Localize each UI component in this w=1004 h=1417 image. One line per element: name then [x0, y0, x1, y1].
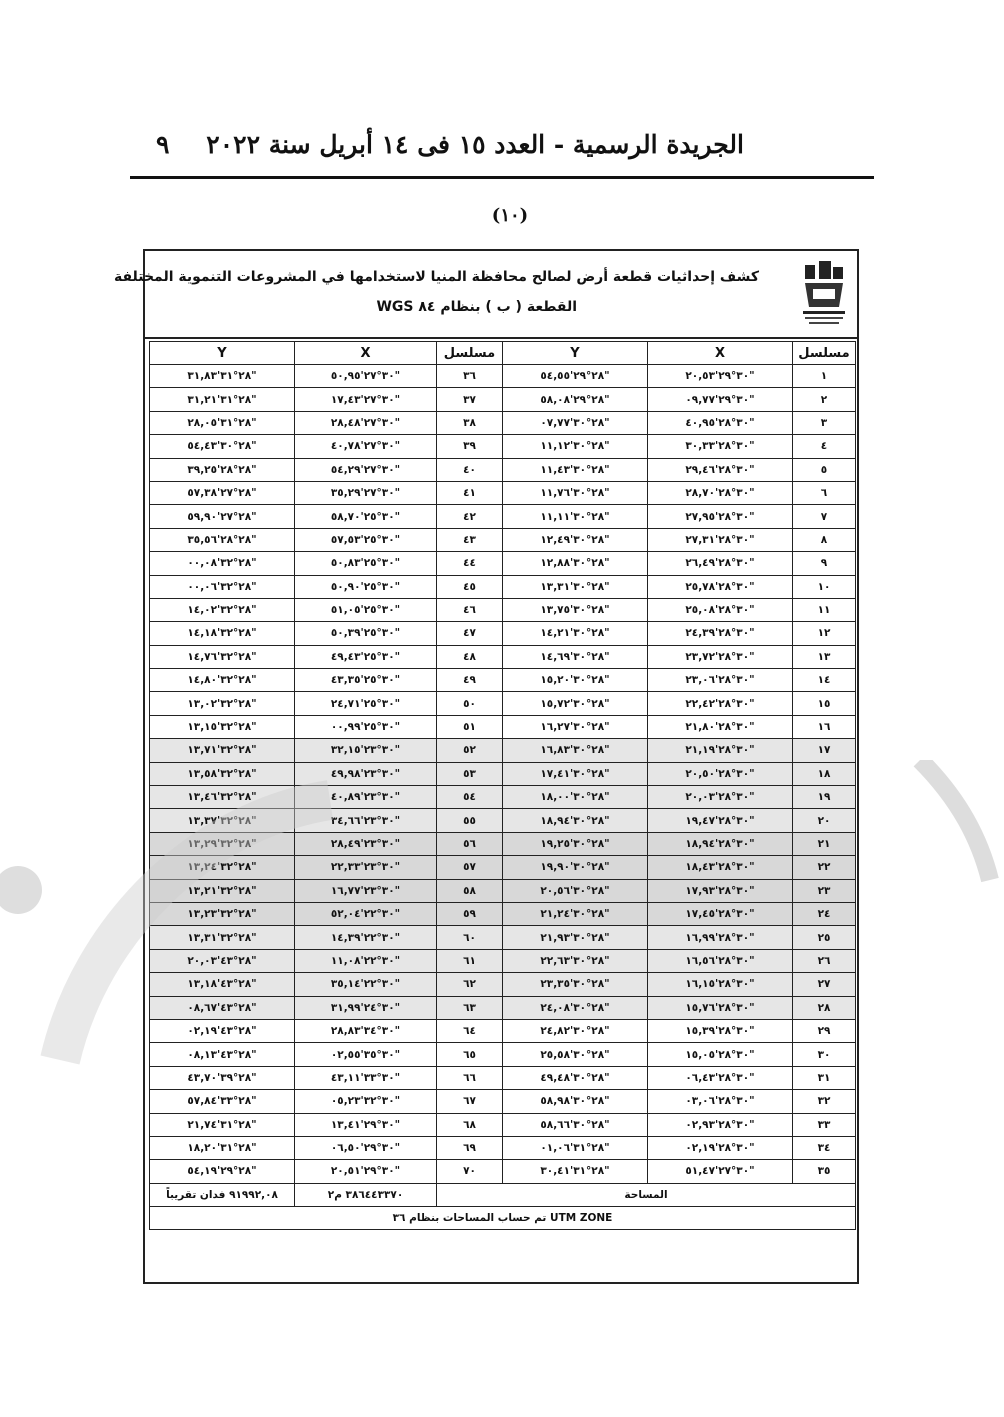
cell-x-right: ٣٠°٣٤'٢٨,٨٣" — [295, 1019, 437, 1042]
cell-y-left: ٢٨°٣٠'٢٥,٥٨" — [503, 1043, 648, 1066]
cell-y-left: ٢٨°٢٩'٥٨,٠٨" — [503, 388, 648, 411]
cell-y-right: ٢٨°٣٠'٥٤,٤٣" — [150, 435, 295, 458]
cell-serial-left: ٢٠ — [793, 809, 856, 832]
cell-x-left: ٣٠°٢٨'٢٧,٩٥" — [648, 505, 793, 528]
cell-serial-right: ٣٨ — [437, 411, 503, 434]
cell-y-left: ٢٨°٣٠'١٥,٧٢" — [503, 692, 648, 715]
cell-y-right: ٢٨°٣٢'١٤,٠٢" — [150, 598, 295, 621]
cell-serial-left: ٥ — [793, 458, 856, 481]
cell-serial-left: ٢٨ — [793, 996, 856, 1019]
table-row — [150, 786, 856, 809]
cell-x-left: ٣٠°٢٨'٢٤,٣٩" — [648, 622, 793, 645]
cell-y-right: ٢٨°٣٩'٤٣,٧٠" — [150, 1066, 295, 1089]
table-row — [150, 622, 856, 645]
cell-y-right: ٢٨°٢٩'٥٤,١٩" — [150, 1160, 295, 1183]
cell-serial-left: ٣ — [793, 411, 856, 434]
cell-serial-right: ٤٩ — [437, 669, 503, 692]
cell-serial-right: ٥٣ — [437, 762, 503, 785]
table-row — [150, 645, 856, 668]
table-row — [150, 1043, 856, 1066]
table-header-row — [150, 342, 856, 365]
area-feddan: ٩١٩٩٢,٠٨ فدان تقريباً — [150, 1183, 295, 1206]
cell-y-left: ٢٨°٣٠'١٣,٧٥" — [503, 598, 648, 621]
cell-x-right: ٣٠°٢٧'٥٠,٩٥" — [295, 365, 437, 388]
area-label: المساحة — [437, 1183, 856, 1206]
cell-y-left: ٢٨°٣٠'١٦,٨٣" — [503, 739, 648, 762]
cell-serial-right: ٦٠ — [437, 926, 503, 949]
cell-serial-right: ٦٩ — [437, 1136, 503, 1159]
cell-x-left: ٣٠°٢٨'٢٥,٧٨" — [648, 575, 793, 598]
cell-serial-right: ٥٢ — [437, 739, 503, 762]
cell-serial-left: ١٠ — [793, 575, 856, 598]
cell-serial-right: ٤٠ — [437, 458, 503, 481]
cell-y-right: ٢٨°٣٢'١٣,١٥" — [150, 715, 295, 738]
table-row — [150, 1160, 856, 1183]
cell-serial-left: ١٣ — [793, 645, 856, 668]
cell-serial-left: ١١ — [793, 598, 856, 621]
cell-y-right: ٢٨°٣١'٢١,٧٤" — [150, 1113, 295, 1136]
table-row — [150, 598, 856, 621]
cell-y-right: ٢٨°٢٧'٥٧,٣٨" — [150, 481, 295, 504]
cell-y-left: ٢٨°٣٠'١٦,٢٧" — [503, 715, 648, 738]
table-row — [150, 1136, 856, 1159]
cell-y-left: ٢٨°٣١'٠١,٠٦" — [503, 1136, 648, 1159]
table-row — [150, 505, 856, 528]
cell-serial-right: ٤٧ — [437, 622, 503, 645]
header-rule — [130, 176, 874, 179]
cell-x-left: ٣٠°٢٨'٢١,٨٠" — [648, 715, 793, 738]
cell-x-right: ٣٠°٣٢'٠٥,٢٣" — [295, 1090, 437, 1113]
cell-y-right: ٢٨°٤٣'١٣,١٨" — [150, 973, 295, 996]
cell-serial-right: ٣٦ — [437, 365, 503, 388]
cell-y-right: ٢٨°٣٢'١٣,٢١" — [150, 879, 295, 902]
cell-x-right: ٣٠°٢٣'٤٠,٨٩" — [295, 786, 437, 809]
cell-y-right: ٢٨°٣١'٣١,٨٣" — [150, 365, 295, 388]
cell-x-left: ٣٠°٢٨'٢٩,٤٦" — [648, 458, 793, 481]
cell-x-right: ٣٠°٢٥'٠٠,٩٩" — [295, 715, 437, 738]
cell-x-left: ٣٠°٢٨'١٥,٠٥" — [648, 1043, 793, 1066]
cell-serial-right: ٤٦ — [437, 598, 503, 621]
cell-x-left: ٣٠°٢٨'١٥,٣٩" — [648, 1019, 793, 1042]
cell-y-right: ٢٨°٣٢'٠٠,٠٨" — [150, 552, 295, 575]
cell-y-right: ٢٨°٣٢'١٣,٠٢" — [150, 692, 295, 715]
cell-x-right: ٣٠°٢٣'١٦,٧٧" — [295, 879, 437, 902]
cell-x-left: ٣٠°٢٩'٠٩,٧٧" — [648, 388, 793, 411]
cell-serial-right: ٥٩ — [437, 902, 503, 925]
cell-serial-left: ٦ — [793, 481, 856, 504]
cell-serial-right: ٤١ — [437, 481, 503, 504]
cell-y-left: ٢٨°٣٠'١١,٤٣" — [503, 458, 648, 481]
cell-x-left: ٣٠°٢٨'٢٠,٥٠" — [648, 762, 793, 785]
cell-y-left: ٢٨°٣٠'٥٨,٩٨" — [503, 1090, 648, 1113]
cell-y-right: ٢٨°٤٣'٠٨,٦٧" — [150, 996, 295, 1019]
table-row — [150, 481, 856, 504]
cell-y-right: ٢٨°٤٣'٠٢,١٩" — [150, 1019, 295, 1042]
cell-x-right: ٣٠°٢٥'٥٠,٨٣" — [295, 552, 437, 575]
table-row — [150, 856, 856, 879]
cell-serial-left: ٣١ — [793, 1066, 856, 1089]
coordinates-table — [149, 341, 856, 1230]
cell-x-left: ٣٠°٢٨'٢٢,٤٢" — [648, 692, 793, 715]
cell-serial-left: ١٦ — [793, 715, 856, 738]
cell-serial-left: ٣٤ — [793, 1136, 856, 1159]
cell-y-left: ٢٨°٣٠'٤٩,٤٨" — [503, 1066, 648, 1089]
table-row — [150, 762, 856, 785]
cell-x-left: ٣٠°٢٨'٣٠,٣٣" — [648, 435, 793, 458]
cell-serial-left: ٢٢ — [793, 856, 856, 879]
cell-y-left: ٢٨°٣٠'٢١,٢٤" — [503, 902, 648, 925]
cell-serial-left: ٩ — [793, 552, 856, 575]
cell-x-right: ٣٠°٢٣'٢٢,٣٣" — [295, 856, 437, 879]
cell-x-right: ٣٠°٢٥'٥١,٠٥" — [295, 598, 437, 621]
cell-serial-left: ٢٤ — [793, 902, 856, 925]
table-row — [150, 365, 856, 388]
cell-x-left: ٣٠°٢٩'٢٠,٥٣" — [648, 365, 793, 388]
cell-x-left: ٣٠°٢٨'٢١,١٩" — [648, 739, 793, 762]
table-body — [150, 365, 856, 1184]
cell-serial-right: ٤٨ — [437, 645, 503, 668]
cell-y-right: ٢٨°٣٢'١٤,١٨" — [150, 622, 295, 645]
cell-x-right: ٣٠°٢٢'٣٥,١٤" — [295, 973, 437, 996]
newspaper-header — [130, 126, 874, 178]
cell-serial-right: ٥٠ — [437, 692, 503, 715]
cell-x-right: ٣٠°٢٢'٥٢,٠٤" — [295, 902, 437, 925]
cell-serial-left: ٢١ — [793, 832, 856, 855]
cell-serial-left: ١ — [793, 365, 856, 388]
cell-serial-left: ٨ — [793, 528, 856, 551]
cell-x-left: ٣٠°٢٨'١٥,٧٦" — [648, 996, 793, 1019]
cell-serial-left: ٣٥ — [793, 1160, 856, 1183]
table-row — [150, 435, 856, 458]
cell-x-right: ٣٠°٢٣'٣٤,٦٦" — [295, 809, 437, 832]
cell-x-left: ٣٠°٢٨'١٧,٤٥" — [648, 902, 793, 925]
cell-serial-right: ٦١ — [437, 949, 503, 972]
cell-x-left: ٣٠°٢٨'٠٢,٩٣" — [648, 1113, 793, 1136]
cell-y-left: ٢٨°٣٠'٢٣,٣٥" — [503, 973, 648, 996]
cell-serial-left: ٢٧ — [793, 973, 856, 996]
cell-y-left: ٢٨°٣٠'١١,١١" — [503, 505, 648, 528]
cell-y-right: ٢٨°٣٢'١٣,٥٨" — [150, 762, 295, 785]
cell-serial-left: ٣٢ — [793, 1090, 856, 1113]
cell-x-right: ٣٠°٢٢'١٤,٣٩" — [295, 926, 437, 949]
cell-x-right: ٣٠°٢٧'٤٠,٧٨" — [295, 435, 437, 458]
document-header — [113, 251, 857, 339]
cell-serial-left: ١٤ — [793, 669, 856, 692]
table-row — [150, 575, 856, 598]
cell-x-right: ٣٠°٢٢'١١,٠٨" — [295, 949, 437, 972]
cell-x-left: ٣٠°٢٨'٢٦,٤٩" — [648, 552, 793, 575]
table-row — [150, 1113, 856, 1136]
cell-x-left: ٣٠°٢٨'٢٥,٠٨" — [648, 598, 793, 621]
table-row — [150, 1066, 856, 1089]
cell-y-left: ٢٨°٣٠'٥٨,٦٦" — [503, 1113, 648, 1136]
table-row — [150, 388, 856, 411]
cell-serial-left: ٢٩ — [793, 1019, 856, 1042]
cell-serial-left: ١٢ — [793, 622, 856, 645]
cell-serial-right: ٣٩ — [437, 435, 503, 458]
cell-x-right: ٣٠°٣٣'٤٣,١١" — [295, 1066, 437, 1089]
cell-x-right: ٣٠°٢٧'٢٨,٤٨" — [295, 411, 437, 434]
cell-x-right: ٣٠°٢٣'٣٢,١٥" — [295, 739, 437, 762]
table-row — [150, 1090, 856, 1113]
cell-x-right: ٣٠°٢٥'٢٤,٧١" — [295, 692, 437, 715]
cell-x-right: ٣٠°٢٧'١٧,٤٣" — [295, 388, 437, 411]
cell-x-left: ٣٠°٢٨'١٨,٤٣" — [648, 856, 793, 879]
table-row — [150, 411, 856, 434]
table-row — [150, 692, 856, 715]
cell-y-right: ٢٨°٤٣'٠٨,١٣" — [150, 1043, 295, 1066]
cell-serial-left: ١٧ — [793, 739, 856, 762]
cell-y-left: ٢٨°٣٠'١٤,٦٩" — [503, 645, 648, 668]
table-row — [150, 949, 856, 972]
cell-y-left: ٢٨°٣٠'١٨,٠٠" — [503, 786, 648, 809]
col-header-serial: مسلسل — [437, 342, 503, 365]
cell-x-right: ٣٠°٢٩'٢٠,٥١" — [295, 1160, 437, 1183]
cell-x-left: ٣٠°٢٨'١٦,٥٦" — [648, 949, 793, 972]
cell-y-right: ٢٨°٢٧'٥٩,٩٠" — [150, 505, 295, 528]
cell-serial-left: ٢٦ — [793, 949, 856, 972]
authority-logo-icon — [799, 259, 849, 331]
cell-serial-right: ٤٣ — [437, 528, 503, 551]
cell-serial-left: ١٥ — [793, 692, 856, 715]
table-row — [150, 458, 856, 481]
cell-y-right: ٢٨°٣٢'١٣,٢٤" — [150, 856, 295, 879]
cell-serial-right: ٤٤ — [437, 552, 503, 575]
cell-x-left: ٣٠°٢٨'٢٧,٣١" — [648, 528, 793, 551]
col-header-y: Y — [150, 342, 295, 365]
cell-y-left: ٢٨°٣٠'٢٢,٦٣" — [503, 949, 648, 972]
cell-x-left: ٣٠°٢٨'٤٠,٩٥" — [648, 411, 793, 434]
cell-x-right: ٣٠°٢٩'١٣,٤١" — [295, 1113, 437, 1136]
cell-y-left: ٢٨°٣٠'٢٠,٥٦" — [503, 879, 648, 902]
cell-x-right: ٣٠°٢٣'٤٩,٩٨" — [295, 762, 437, 785]
document-title: كشف إحداثيات قطعة أرض لصالح محافظة المنيا لاستخدامها في المشروعات التنموية المختلفة — [113, 269, 759, 285]
cell-serial-right: ٦٦ — [437, 1066, 503, 1089]
cell-y-left: ٢٨°٣٠'١٩,٢٥" — [503, 832, 648, 855]
cell-serial-right: ٤٢ — [437, 505, 503, 528]
cell-serial-right: ٥٧ — [437, 856, 503, 879]
cell-y-left: ٢٨°٣٠'١٣,٣١" — [503, 575, 648, 598]
cell-serial-right: ٦٥ — [437, 1043, 503, 1066]
cell-y-left: ٢٨°٣٠'١٤,٢١" — [503, 622, 648, 645]
cell-x-right: ٣٠°٣٥'٠٢,٥٥" — [295, 1043, 437, 1066]
cell-serial-left: ٢ — [793, 388, 856, 411]
cell-y-left: ٢٨°٣٠'١٩,٩٠" — [503, 856, 648, 879]
cell-y-right: ٢٨°٣٢'١٤,٨٠" — [150, 669, 295, 692]
cell-serial-right: ٦٤ — [437, 1019, 503, 1042]
table-row — [150, 715, 856, 738]
table-row — [150, 809, 856, 832]
cell-serial-left: ٤ — [793, 435, 856, 458]
table-row — [150, 528, 856, 551]
cell-x-left: ٣٠°٢٧'٥١,٤٧" — [648, 1160, 793, 1183]
cell-serial-left: ١٩ — [793, 786, 856, 809]
cell-x-right: ٣٠°٢٤'٣١,٩٩" — [295, 996, 437, 1019]
cell-x-left: ٣٠°٢٨'٠٣,٠٦" — [648, 1090, 793, 1113]
document-frame — [113, 249, 859, 1284]
cell-y-left: ٢٨°٣٠'١١,١٢" — [503, 435, 648, 458]
cell-y-left: ٢٨°٣٠'١٥,٢٠" — [503, 669, 648, 692]
table-row — [150, 739, 856, 762]
cell-serial-right: ٦٧ — [437, 1090, 503, 1113]
cell-x-right: ٣٠°٢٧'٥٤,٢٩" — [295, 458, 437, 481]
cell-serial-left: ٧ — [793, 505, 856, 528]
cell-x-left: ٣٠°٢٨'٠٢,١٩" — [648, 1136, 793, 1159]
cell-y-right: ٢٨°٣٢'١٣,٢٩" — [150, 832, 295, 855]
cell-serial-right: ٣٧ — [437, 388, 503, 411]
cell-y-right: ٢٨°٣٢'١٣,٣٧" — [150, 809, 295, 832]
cell-y-left: ٢٨°٣٠'٢٤,٨٢" — [503, 1019, 648, 1042]
cell-x-left: ٣٠°٢٨'١٦,١٥" — [648, 973, 793, 996]
footer-note: تم حساب المساحات بنظام ٣٦ UTM ZONE — [150, 1207, 856, 1230]
cell-x-right: ٣٠°٢٥'٤٣,٣٥" — [295, 669, 437, 692]
cell-y-left: ٢٨°٣٠'١٨,٩٤" — [503, 809, 648, 832]
table-row — [150, 996, 856, 1019]
cell-x-left: ٣٠°٢٨'٢٣,٧٢" — [648, 645, 793, 668]
cell-y-right: ٢٨°٣٢'١٣,٧١" — [150, 739, 295, 762]
cell-x-left: ٣٠°٢٨'٢٨,٧٠" — [648, 481, 793, 504]
cell-x-right: ٣٠°٢٣'٢٨,٤٩" — [295, 832, 437, 855]
col-header-serial: مسلسل — [793, 342, 856, 365]
cell-y-right: ٢٨°٣١'٣١,٢١" — [150, 388, 295, 411]
cell-x-right: ٣٠°٢٥'٤٩,٤٣" — [295, 645, 437, 668]
cell-y-left: ٢٨°٢٩'٥٤,٥٥" — [503, 365, 648, 388]
cell-x-right: ٣٠°٢٩'٠٦,٥٠" — [295, 1136, 437, 1159]
cell-serial-right: ٦٣ — [437, 996, 503, 1019]
cell-x-right: ٣٠°٢٥'٥٨,٧٠" — [295, 505, 437, 528]
table-row — [150, 879, 856, 902]
cell-serial-right: ٥٥ — [437, 809, 503, 832]
cell-x-right: ٣٠°٢٥'٥٠,٣٩" — [295, 622, 437, 645]
table-row — [150, 1019, 856, 1042]
cell-y-left: ٢٨°٣٠'١٢,٤٩" — [503, 528, 648, 551]
cell-serial-right: ٧٠ — [437, 1160, 503, 1183]
cell-serial-right: ٥٦ — [437, 832, 503, 855]
col-header-y: Y — [503, 342, 648, 365]
cell-x-left: ٣٠°٢٨'٢٠,٠٣" — [648, 786, 793, 809]
cell-x-left: ٣٠°٢٨'١٧,٩٣" — [648, 879, 793, 902]
cell-y-right: ٢٨°٤٣'٢٠,٠٣" — [150, 949, 295, 972]
cell-y-right: ٢٨°٢٨'٣٥,٥٦" — [150, 528, 295, 551]
cell-serial-right: ٥١ — [437, 715, 503, 738]
cell-serial-left: ١٨ — [793, 762, 856, 785]
cell-serial-right: ٥٨ — [437, 879, 503, 902]
cell-y-left: ٢٨°٣٠'١٢,٨٨" — [503, 552, 648, 575]
cell-x-left: ٣٠°٢٨'١٨,٩٤" — [648, 832, 793, 855]
col-header-x: X — [295, 342, 437, 365]
cell-y-right: ٢٨°٣٢'١٤,٧٦" — [150, 645, 295, 668]
cell-serial-right: ٦٢ — [437, 973, 503, 996]
cell-serial-left: ٣٣ — [793, 1113, 856, 1136]
cell-x-left: ٣٠°٢٨'٠٦,٤٣" — [648, 1066, 793, 1089]
cell-y-right: ٢٨°٣٣'٥٧,٨٤" — [150, 1090, 295, 1113]
cell-y-left: ٢٨°٣٠'٢٤,٠٨" — [503, 996, 648, 1019]
cell-x-left: ٣٠°٢٨'٢٣,٠٦" — [648, 669, 793, 692]
table-row — [150, 552, 856, 575]
cell-y-right: ٢٨°٣١'٢٨,٠٥" — [150, 411, 295, 434]
area-row — [150, 1183, 856, 1206]
table-row — [150, 832, 856, 855]
cell-serial-right: ٥٤ — [437, 786, 503, 809]
cell-x-left: ٣٠°٢٨'١٦,٩٩" — [648, 926, 793, 949]
cell-y-left: ٢٨°٣٠'٢١,٩٣" — [503, 926, 648, 949]
cell-y-right: ٢٨°٣٢'١٣,٤٦" — [150, 786, 295, 809]
document-subtitle: القطعة ( ب ) بنظام ٨٤ WGS — [376, 299, 577, 315]
cell-serial-left: ٣٠ — [793, 1043, 856, 1066]
cell-serial-left: ٢٥ — [793, 926, 856, 949]
cell-y-left: ٢٨°٣١'٣٠,٤١" — [503, 1160, 648, 1183]
cell-x-right: ٣٠°٢٧'٣٥,٢٩" — [295, 481, 437, 504]
area-sqm: ٣٨٦٤٤٣٣٧٠ م٢ — [295, 1183, 437, 1206]
cell-serial-right: ٤٥ — [437, 575, 503, 598]
cell-y-right: ٢٨°٣٢'١٣,٢٣" — [150, 902, 295, 925]
table-row — [150, 926, 856, 949]
cell-serial-left: ٢٣ — [793, 879, 856, 902]
cell-y-left: ٢٨°٣٠'٠٧,٧٧" — [503, 411, 648, 434]
annex-label: (١٠) — [491, 205, 529, 226]
table-row — [150, 669, 856, 692]
footer-row — [150, 1207, 856, 1230]
table-row — [150, 902, 856, 925]
cell-serial-right: ٦٨ — [437, 1113, 503, 1136]
cell-y-left: ٢٨°٣٠'١٧,٤١" — [503, 762, 648, 785]
table-row — [150, 973, 856, 996]
col-header-x: X — [648, 342, 793, 365]
page-number: ٩ — [156, 130, 170, 159]
cell-x-right: ٣٠°٢٥'٥٠,٩٠" — [295, 575, 437, 598]
cell-x-left: ٣٠°٢٨'١٩,٤٧" — [648, 809, 793, 832]
cell-y-left: ٢٨°٣٠'١١,٧٦" — [503, 481, 648, 504]
cell-y-right: ٢٨°٣٢'٠٠,٠٦" — [150, 575, 295, 598]
newspaper-title: الجريدة الرسمية - العدد ١٥ فى ١٤ أبريل سنة ٢٠٢٢ — [206, 130, 744, 159]
cell-x-right: ٣٠°٢٥'٥٧,٥٣" — [295, 528, 437, 551]
cell-y-right: ٢٨°٣١'١٨,٢٠" — [150, 1136, 295, 1159]
cell-y-right: ٢٨°٣٢'١٣,٣١" — [150, 926, 295, 949]
cell-y-right: ٢٨°٢٨'٣٩,٢٥" — [150, 458, 295, 481]
